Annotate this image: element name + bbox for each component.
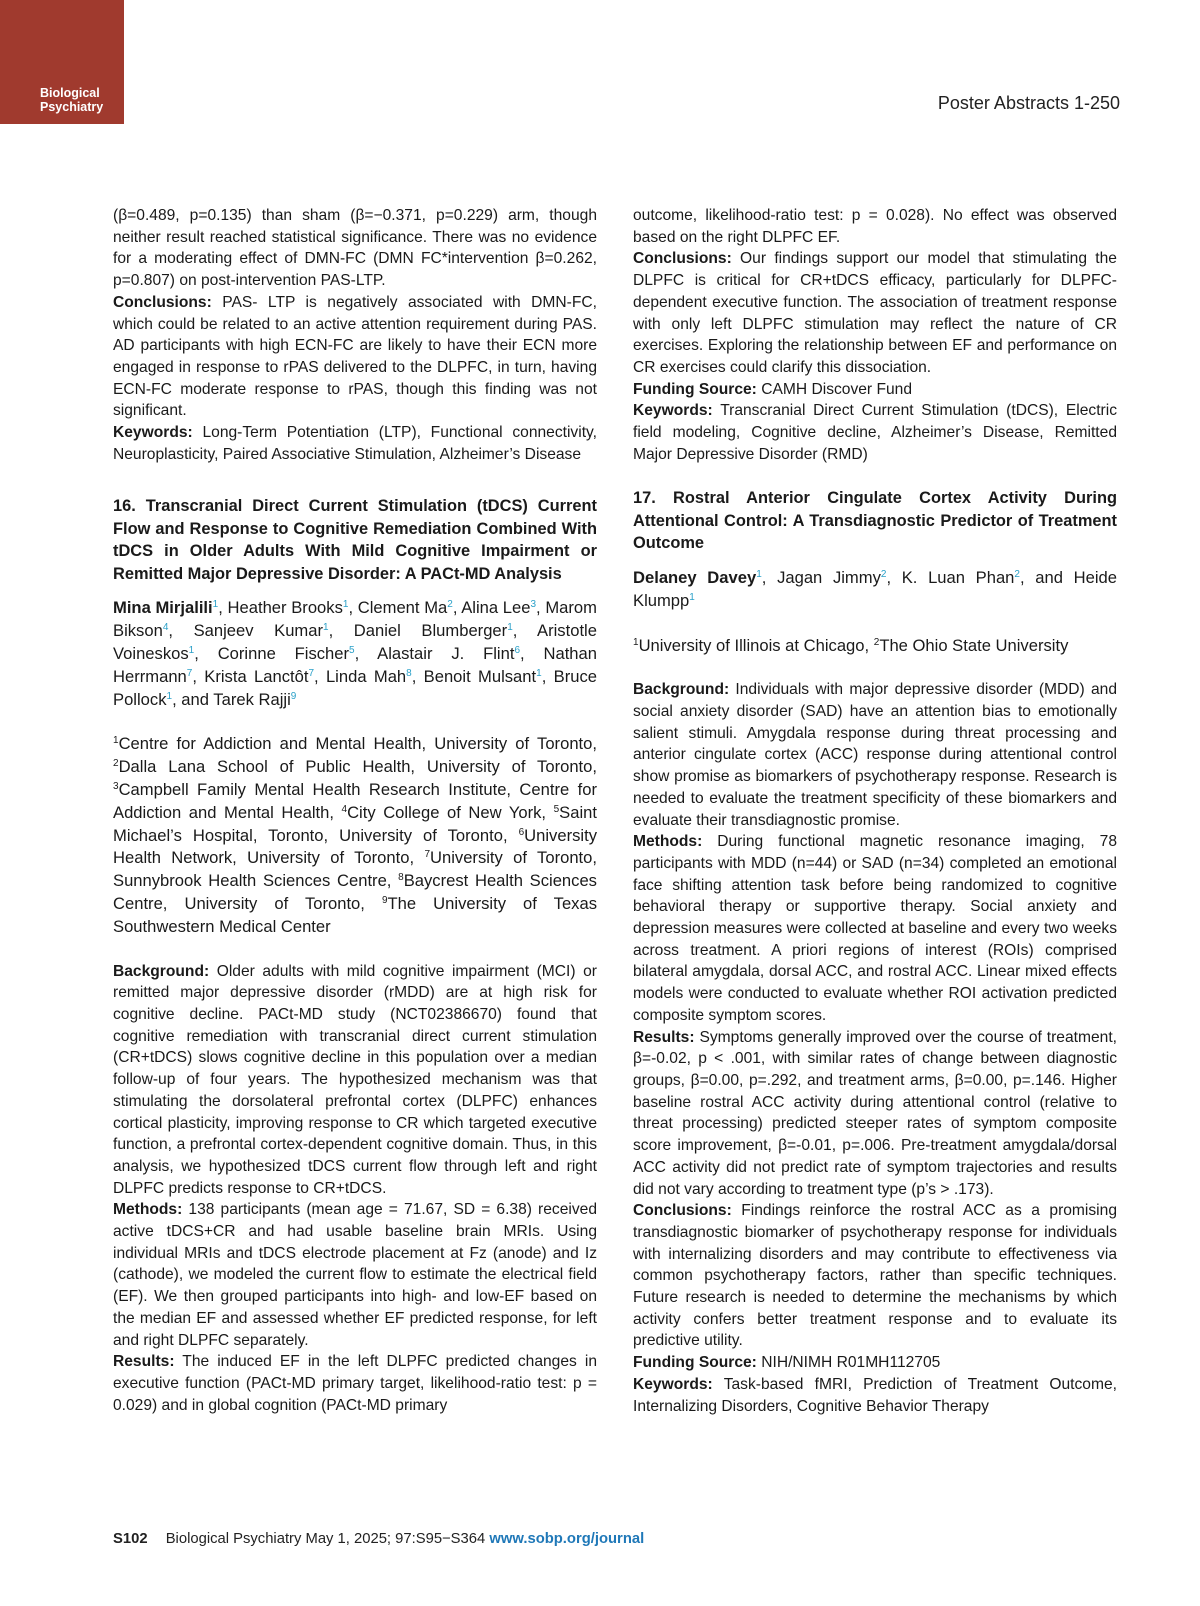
author-superscript: 2 [447, 599, 453, 611]
author-superscript: 2 [1014, 568, 1020, 580]
author-superscript: 7 [186, 667, 193, 679]
author-superscript: 2 [880, 568, 887, 580]
page-footer [113, 1531, 644, 1547]
author-superscript: 9 [290, 690, 297, 702]
abstract-16-conclusions [633, 248, 1117, 378]
abstract-17-authors: Delaney Davey$^1$, Jagan Jimmy$^2$, K. Luan Phan$^2$, and Heide Klumpp$^1$ [633, 567, 1117, 610]
section-label: Results: [113, 1353, 175, 1371]
affiliation-superscript: 4 [341, 803, 348, 815]
prev-keywords [113, 422, 597, 465]
affiliation-superscript: 1 [113, 735, 119, 747]
abstract-17-affiliations [633, 635, 1117, 658]
section-text: PAS- LTP is negatively associated with DMN-FC, which could be related to an active attention requirement during PAS. AD participants with high ECN-FC are likely to have their ECN more engaged in response to rPAS delivered to the DLPFC, in turn, having ECN-FC moderate response to rPAS, though this finding was not significant. [113, 293, 597, 420]
left-column [113, 205, 597, 1416]
section-text: Individuals with major depressive disorder (MDD) and social anxiety disorder (SAD) have an attention bias to emotionally salient stimuli. Amygdala response during threat processing and anterior cingulate cortex (ACC) response during attentional control show promise as biomarkers of psychotherapy response. Research is needed to evaluate the treatment specificity of these biomarkers and evaluate their transdiagnostic promise. [633, 681, 1117, 829]
section-text: During functional magnetic resonance imaging, 78 participants with MDD (n=44) or SAD (n=34) completed an emotional face shifting attention task before being randomized to cognitive behavioral therapy or supportive therapy. Social anxiety and depression measures were collected at baseline and every two weeks across treatment. A priori regions of interest (ROIs) comprised bilateral amygdala, dorsal ACC, and rostral ACC. Linear mixed effects models were conducted to evaluate whether ROI activation predicted composite symptom scores. [633, 833, 1117, 1024]
journal-logo-block [0, 0, 124, 124]
author-superscript: 1 [166, 690, 173, 702]
abstract-17-keywords [633, 1374, 1117, 1417]
author-name: Linda Mah [325, 666, 407, 686]
abstract-16-results-cont: outcome, likelihood-ratio test: p = 0.028). No effect was observed based on the right DLPFC EF. [633, 207, 1117, 246]
affiliation-text: University of Illinois at Chicago, [638, 635, 870, 655]
abstract-17-results [633, 1027, 1117, 1201]
affiliation-text: The Ohio State University [879, 635, 1069, 655]
section-text: Symptoms generally improved over the course of treatment, β=-0.02, p < .001, with similar rates of change between diagnostic groups, β=0.00, p=.292, and treatment arms, β=0.00, p=.146. Higher baseline rostral ACC activity during attentional control (relative to threat processing) predicted steeper rates of symptom composite score improvement, β=-0.01, p=.006. Pre-treatment amygdala/dorsal ACC activity did not predict rate of symptom trajectories and results did not vary according to treatment type (p’s > .173). [633, 1028, 1117, 1198]
page-number: S102 [113, 1531, 148, 1547]
affiliation-text: The University of Texas Southwestern Medical Center [113, 894, 597, 936]
abstract-16-results [113, 1351, 597, 1416]
abstract-16-methods [113, 1199, 597, 1351]
section-text: NIH/NIMH R01MH112705 [761, 1354, 941, 1372]
affiliation-text: Saint Michael’s Hospital, Toronto, University of Toronto, [113, 802, 597, 845]
author-name: Marom Bikson [113, 598, 597, 641]
affiliation-text: University Health Network, University of Toronto, [113, 825, 597, 868]
journal-citation: Biological Psychiatry May 1, 2025; 97:S95−S364 [165, 1531, 486, 1547]
section-text: The induced EF in the left DLPFC predicted changes in executive function (PACt-MD primary target, likelihood-ratio test: p = 0.029) and in global cognition (PACt-MD primary [113, 1353, 597, 1414]
author-name: Heide Klumpp [633, 567, 1117, 610]
right-column [633, 205, 1117, 1417]
section-label: Methods: [633, 833, 703, 851]
author-superscript: 1 [689, 591, 695, 603]
author-superscript: 1 [756, 568, 762, 580]
author-name: Sanjeev Kumar [193, 621, 324, 641]
author-name: Heather Brooks [227, 598, 343, 618]
author-name: Jagan Jimmy [777, 567, 881, 587]
affiliation-superscript: 9 [381, 895, 388, 906]
author-name: K. Luan Phan [901, 567, 1015, 587]
author-name: Krista Lanctôt [204, 666, 309, 686]
affiliation-superscript: 1 [633, 636, 639, 648]
section-label: Conclusions: [633, 1202, 732, 1220]
section-label: Results: [633, 1028, 695, 1046]
section-text: Our findings support our model that stimulating the DLPFC is critical for CR+tDCS efficacy, particularly for DLPFC-dependent executive function. The association of treatment response with only left DLPFC stimulation may reflect the nature of CR exercises. Exploring the relationship between EF and performance on CR exercises could clarify this dissociation. [633, 250, 1117, 376]
author-name: Corinne Fischer [217, 644, 350, 664]
section-label: Keywords: [113, 424, 193, 442]
author-superscript: 5 [349, 645, 355, 657]
author-superscript: 6 [514, 645, 521, 657]
section-text: Findings reinforce the rostral ACC as a promising transdiagnostic biomarker of psychotherapy response for individuals with internalizing disorders and may contribute to effectiveness via common psychotherapy factors, rather than specific techniques. Future research is needed to determine the mechanisms by which activity confers better treatment response and to evaluate its predictive utility. [633, 1202, 1117, 1350]
author-superscript: 1 [323, 622, 329, 634]
journal-logo-text [40, 86, 103, 114]
abstract-16-background [113, 961, 597, 1200]
journal-url-link[interactable]: www.sobp.org/journal [489, 1531, 645, 1547]
section-label: Conclusions: [633, 250, 732, 268]
author-name: Clement Ma [357, 598, 448, 618]
author-name: Alina Lee [461, 598, 531, 618]
section-label: Keywords: [633, 402, 713, 420]
affiliation-superscript: 5 [553, 803, 560, 815]
author-superscript: 1 [188, 645, 195, 657]
affiliation-text: Dalla Lana School of Public Health, University of Toronto, [118, 757, 597, 777]
section-label: Keywords: [633, 1375, 713, 1393]
author-name: Daniel Blumberger [353, 621, 508, 641]
abstract-16-authors: Mina Mirjalili$^1$, Heather Brooks$^1$, Clement Ma$^2$, Alina Lee$^3$, Marom Bikson$^4$, Sanjeev Kumar$^1$, Daniel Blumberger$^1$, Aristotle Voineskos$^1$, Corinne Fischer$^5$, Alastair J. Flint$^6$, Nathan Herrmann$^7$, Krista Lanctôt$^7$, Linda Mah$^8$, Benoit Mulsant$^1$, Bruce Pollock$^1$, and Tarek Rajji$^9$ [113, 598, 597, 709]
author-name: Mina Mirjalili [113, 598, 213, 618]
logo-line-1: Biological [40, 86, 100, 100]
continued-paragraph: (β=0.489, p=0.135) than sham (β=−0.371, p=0.229) arm, though neither result reached statistical significance. There was no evidence for a moderating effect of DMN-FC (DMN FC*intervention β=0.262, p=0.807) on post-intervention PAS-LTP. [113, 207, 597, 290]
author-superscript: 1 [212, 599, 219, 611]
affiliation-superscript: 3 [113, 781, 119, 793]
author-superscript: 4 [162, 622, 169, 634]
author-superscript: 1 [342, 599, 349, 611]
section-label: Funding Source: [633, 380, 757, 398]
affiliation-text: Campbell Family Mental Health Research Institute, Centre for Addiction and Mental Health, [113, 780, 597, 822]
affiliation-text: Centre for Addiction and Mental Health, University of Toronto, [118, 734, 597, 754]
abstract-16-keywords [633, 400, 1117, 465]
author-superscript: 1 [507, 622, 513, 634]
section-label: Conclusions: [113, 293, 212, 311]
author-name: Nathan Herrmann [113, 644, 597, 686]
affiliation-superscript: 8 [398, 872, 404, 884]
section-label: Methods: [113, 1201, 183, 1219]
author-superscript: 1 [536, 667, 542, 679]
affiliation-text: City College of New York, [347, 802, 547, 822]
affiliation-superscript: 2 [113, 758, 119, 770]
author-name: Tarek Rajji [213, 689, 291, 709]
section-text: Older adults with mild cognitive impairment (MCI) or remitted major depressive disorder (rMDD) are at high risk for cognitive decline. PACt-MD study (NCT02386670) found that cognitive remediation with transcranial direct current stimulation (CR+tDCS) slows cognitive decline in this population over a median follow-up of four years. The hypothesized mechanism was that stimulating the dorsolateral prefrontal cortex (DLPFC) enhances cortical plasticity, improving response to CR which targeted executive function, a prefrontal cortex-dependent cognitive domain. Thus, in this analysis, we hypothesized tDCS current flow through left and right DLPFC predicts response to CR+tDCS. [113, 962, 597, 1197]
section-label: Background: [633, 681, 730, 699]
author-superscript: 7 [308, 667, 315, 679]
section-text: Transcranial Direct Current Stimulation (tDCS), Electric field modeling, Cognitive decline, Alzheimer’s Disease, Remitted Major Depressive Disorder (RMD) [633, 402, 1117, 463]
author-superscript: 8 [406, 667, 412, 679]
abstract-17-title: 17. Rostral Anterior Cingulate Cortex Activity During Attentional Control: A Transdiagnostic Predictor of Treatment Outcome [633, 489, 1117, 553]
running-head: Poster Abstracts 1-250 [937, 93, 1120, 113]
section-text: Long-Term Potentiation (LTP), Functional connectivity, Neuroplasticity, Paired Associative Stimulation, Alzheimer’s Disease [113, 424, 597, 463]
section-label: Funding Source: [633, 1354, 757, 1372]
section-label: Background: [113, 962, 210, 980]
author-name: Bruce Pollock [113, 666, 597, 709]
affiliation-superscript: 6 [518, 826, 525, 838]
logo-line-2: Psychiatry [40, 100, 104, 114]
author-name: Alastair J. Flint [377, 644, 515, 664]
section-text: Task-based fMRI, Prediction of Treatment Outcome, Internalizing Disorders, Cognitive Behavior Therapy [633, 1375, 1117, 1415]
affiliation-text: Baycrest Health Sciences Centre, University of Toronto, [113, 871, 597, 913]
abstract-16-title: 16. Transcranial Direct Current Stimulation (tDCS) Current Flow and Response to Cognitive Remediation Combined With tDCS in Older Adults With Mild Cognitive Impairment or Remitted Major Depressive Disorder: A PACt-MD Analysis [113, 497, 597, 583]
abstract-17-conclusions [633, 1200, 1117, 1352]
author-name: Delaney Davey [633, 567, 757, 587]
abstract-16-affiliations [113, 733, 597, 938]
abstract-16-funding [633, 379, 1117, 401]
affiliation-superscript: 2 [873, 636, 880, 648]
author-name: Aristotle Voineskos [113, 621, 597, 664]
author-conjunction: and [181, 689, 209, 709]
abstract-17-methods [633, 831, 1117, 1026]
author-name: Benoit Mulsant [423, 666, 537, 686]
affiliation-superscript: 7 [424, 849, 430, 861]
author-conjunction: and [1035, 567, 1063, 587]
prev-conclusions [113, 292, 597, 422]
section-text: CAMH Discover Fund [761, 380, 912, 398]
abstract-17-funding [633, 1352, 1117, 1374]
section-text: 138 participants (mean age = 71.67, SD = 6.38) received active tDCS+CR and had usable baseline brain MRIs. Using individual MRIs and tDCS electrode placement at Fz (anode) and Iz (cathode), we modeled the current flow to estimate the electrical field (EF). We then grouped participants into high- and low-EF based on the median EF and assessed whether EF predicted response, for left and right DLPFC separately. [113, 1201, 597, 1349]
abstract-17-background [633, 679, 1117, 831]
author-superscript: 3 [530, 599, 537, 611]
affiliation-text: University of Toronto, Sunnybrook Health Sciences Centre, [113, 848, 597, 891]
